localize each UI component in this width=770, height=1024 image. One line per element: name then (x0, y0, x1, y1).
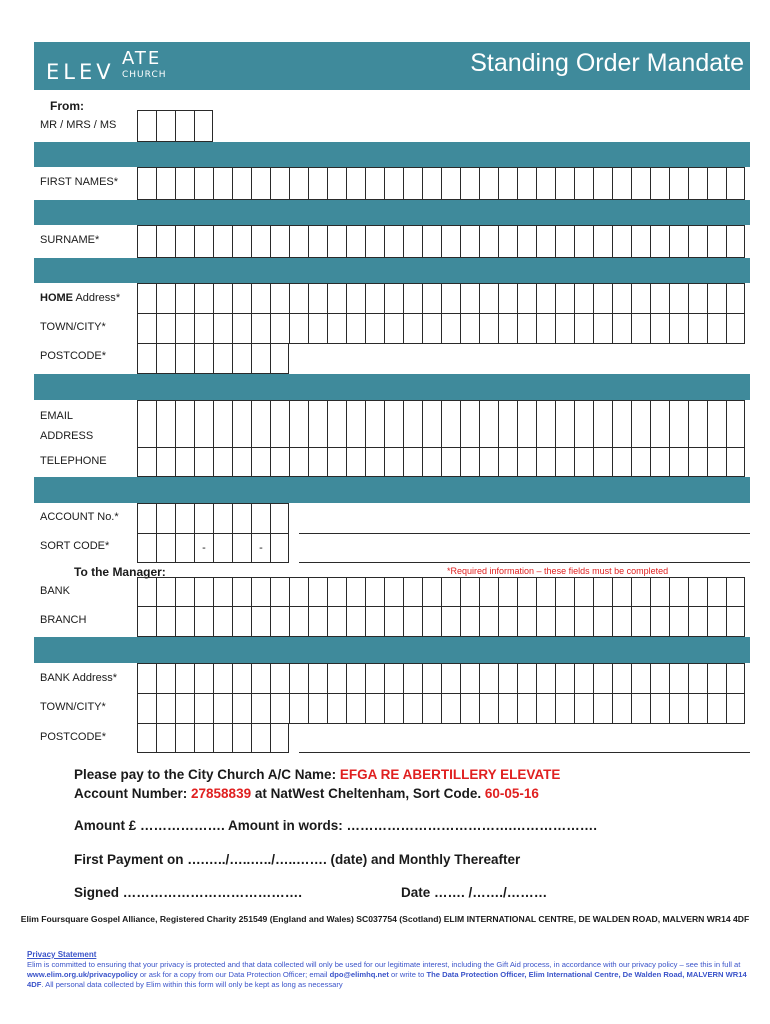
charity-footer: Elim Foursquare Gospel Alliance, Registered Charity 251549 (England and Wales) SC037754 (Scotland) ELIM INTERNATIONAL CENTRE, DE WALDEN ROAD, MALVERN WR14 4DF (20, 914, 750, 924)
surname-label: SURNAME* (40, 234, 100, 246)
amount-line[interactable]: Amount £ ………………. Amount in words: ……………………………….………………. (74, 818, 597, 833)
bank-town-label: TOWN/CITY* (40, 701, 106, 713)
section-band (34, 374, 750, 400)
home-address-input[interactable] (137, 283, 745, 314)
branch-input[interactable] (137, 606, 745, 637)
postcode-label: POSTCODE* (40, 350, 107, 362)
row-rule (299, 752, 750, 753)
logo-elev: ELEV (46, 60, 115, 84)
dpo-email-link[interactable]: dpo@elimhq.net (329, 970, 389, 979)
bank-label: BANK (40, 585, 70, 597)
sort-code-input[interactable]: - - (137, 533, 289, 563)
bank-postcode-input[interactable] (137, 723, 289, 753)
page-title: Standing Order Mandate (470, 49, 744, 77)
telephone-input[interactable] (137, 447, 745, 477)
town-label: TOWN/CITY* (40, 321, 106, 333)
bank-address-input[interactable] (137, 663, 745, 694)
account-number-input[interactable] (137, 503, 289, 534)
bank-address-label: BANK Address* (40, 672, 118, 684)
first-names-label: FIRST NAMES* (40, 176, 119, 188)
row-rule (299, 562, 750, 563)
section-band (34, 258, 750, 283)
bank-input[interactable] (137, 577, 745, 607)
date-line[interactable]: Date ……. /……./……… (401, 885, 548, 900)
privacy-policy-link[interactable]: www.elim.org.uk/privacypolicy (27, 970, 138, 979)
from-label: From: (50, 99, 84, 113)
section-band (34, 200, 750, 225)
bank-town-input[interactable] (137, 693, 745, 724)
account-number-label: ACCOUNT No.* (40, 511, 119, 523)
logo-church: CHURCH (122, 70, 167, 80)
pay-to-line: Please pay to the City Church A/C Name: EFGA RE ABERTILLERY ELEVATE (74, 767, 561, 782)
signature-line[interactable]: Signed …………………………………. (74, 885, 303, 900)
title-input[interactable] (137, 110, 213, 142)
surname-input[interactable] (137, 225, 745, 258)
sort-code-label: SORT CODE* (40, 540, 110, 552)
section-band (34, 477, 750, 503)
town-input[interactable] (137, 313, 745, 344)
header-banner (34, 42, 750, 90)
email-input[interactable] (137, 400, 745, 448)
row-rule (299, 533, 750, 534)
section-band (34, 637, 750, 663)
privacy-statement: Elim is committed to ensuring that your privacy is protected and that data collected will only be used for our legitimate interest, including the Gift Aid process, in accordance with our privacy policy – see this in full at www.elim.org.uk/privacypolicy or ask for a copy from our Data Protection Officer; email dpo@elimhq.net or write to The Data Protection Officer, Elim International Centre, De Walden Road, MALVERN WR14 4DF. All personal data collected by Elim within this form will only be kept as long as necessary (27, 960, 747, 989)
branch-label: BRANCH (40, 614, 87, 626)
postcode-input[interactable] (137, 343, 289, 374)
privacy-title[interactable]: Privacy Statement (27, 950, 97, 959)
account-details-line: Account Number: 27858839 at NatWest Cheltenham, Sort Code. 60-05-16 (74, 786, 539, 801)
first-names-input[interactable] (137, 167, 745, 200)
to-manager-label: To the Manager: (74, 565, 166, 579)
required-note: *Required information – these fields must be completed (447, 566, 669, 576)
email-label: EMAIL ADDRESS (40, 410, 94, 442)
title-label: MR / MRS / MS (40, 119, 117, 131)
section-band (34, 142, 750, 167)
telephone-label: TELEPHONE (40, 455, 107, 467)
first-payment-line[interactable]: First Payment on ….…../…..…../…..……. (date) and Monthly Thereafter (74, 852, 521, 867)
logo-ate: ATE (122, 48, 162, 69)
bank-postcode-label: POSTCODE* (40, 731, 107, 743)
home-address-label: HOME Address* (40, 292, 121, 304)
